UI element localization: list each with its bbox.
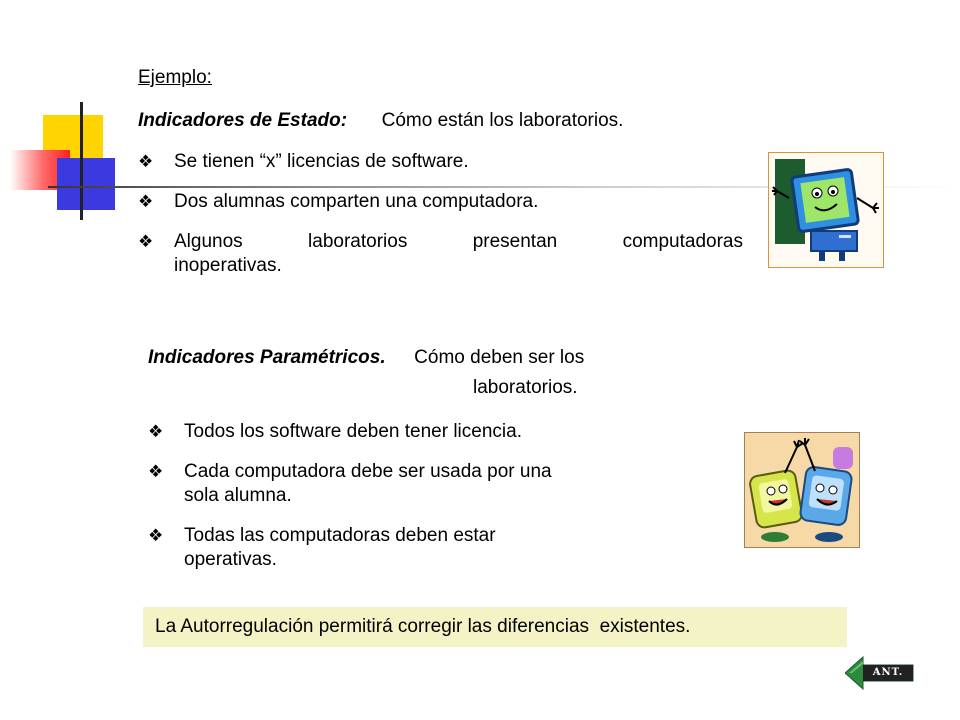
- back-button-label: ANT.: [863, 665, 913, 681]
- happy-computers-icon: [744, 432, 860, 548]
- parametricos-subtitle-1: Cómo deben ser los: [414, 347, 585, 368]
- estado-item-3: [174, 230, 743, 278]
- parametricos-subtitle-2: laboratorios.: [473, 377, 578, 398]
- diamond-bullet-icon: ❖: [148, 526, 164, 545]
- list-item: [148, 524, 668, 572]
- parametricos-item-1: Todos los software deben tener licencia.: [184, 421, 522, 442]
- diamond-bullet-icon: ❖: [148, 422, 164, 441]
- diamond-bullet-icon: ❖: [148, 462, 164, 481]
- parametricos-item-3-line1: Todas las computadoras deben estar: [184, 525, 496, 546]
- back-button[interactable]: [845, 655, 915, 691]
- estado-item-1: Se tienen “x” licencias de software.: [174, 151, 469, 172]
- computer-cartoon-icon: [768, 152, 884, 268]
- estado-subtitle: Cómo están los laboratorios.: [381, 110, 624, 131]
- list-item: [138, 190, 743, 214]
- diamond-bullet-icon: ❖: [138, 232, 154, 251]
- list-item: [148, 460, 668, 508]
- decor-blue-square: [57, 158, 115, 210]
- parametricos-list: [148, 420, 668, 572]
- list-item: [138, 230, 743, 278]
- example-label: Ejemplo:: [138, 67, 212, 88]
- estado-item-3-line1: Algunos laboratorios presentan computadoras: [174, 231, 743, 252]
- conclusion-banner: La Autorregulación permitirá corregir las diferencias existentes.: [143, 607, 847, 647]
- diamond-bullet-icon: ❖: [138, 192, 154, 211]
- estado-item-3-line2: inoperativas.: [174, 255, 282, 276]
- parametricos-item-2-line2: sola alumna.: [184, 485, 292, 506]
- estado-item-2: Dos alumnas comparten una computadora.: [174, 191, 539, 212]
- parametricos-heading-row: [148, 346, 584, 370]
- estado-heading-row: [138, 109, 623, 133]
- list-item: [148, 420, 668, 444]
- list-item: [138, 150, 743, 174]
- parametricos-item-2-line1: Cada computadora debe ser usada por una: [184, 461, 552, 482]
- decor-vertical-line: [80, 102, 83, 220]
- parametricos-item-3-line2: operativas.: [184, 549, 277, 570]
- diamond-bullet-icon: ❖: [138, 152, 154, 171]
- estado-heading: Indicadores de Estado:: [138, 110, 348, 131]
- estado-list: [138, 150, 743, 278]
- parametricos-heading: Indicadores Paramétricos.: [148, 347, 386, 368]
